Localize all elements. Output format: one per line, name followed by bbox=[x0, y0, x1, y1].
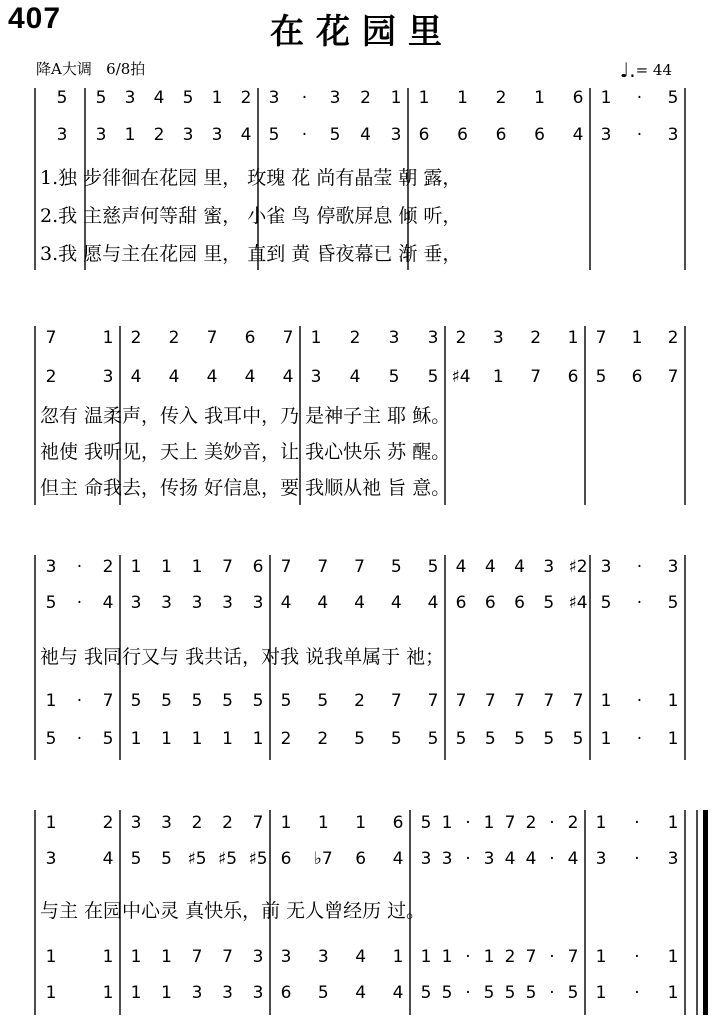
note: 6 bbox=[572, 88, 584, 108]
note: 6 bbox=[355, 849, 367, 869]
note: 5 bbox=[572, 729, 584, 749]
note: 1 bbox=[667, 729, 679, 749]
note: 5 bbox=[484, 729, 496, 749]
note: 1 bbox=[130, 947, 142, 967]
note: 3 bbox=[95, 125, 107, 145]
note: 4 bbox=[484, 557, 496, 577]
note: 4 bbox=[206, 367, 218, 387]
note: 1 bbox=[667, 947, 679, 967]
note: 3 bbox=[600, 125, 612, 145]
note: 5 bbox=[595, 367, 607, 387]
note: 3 bbox=[130, 593, 142, 613]
note: 1 bbox=[595, 813, 607, 833]
note: 1 bbox=[191, 729, 203, 749]
note: 4 bbox=[240, 125, 252, 145]
note: 5 bbox=[427, 557, 439, 577]
final-barline-thick bbox=[703, 810, 708, 1015]
note: 5 bbox=[514, 729, 525, 749]
lyric-line: 3.我 愿与主在花园 里， 直到 黄 昏夜幕已 渐 垂， bbox=[40, 243, 462, 265]
note: · bbox=[636, 729, 643, 749]
note: 3 bbox=[161, 593, 172, 613]
note: 1 bbox=[45, 691, 57, 711]
note: 5 bbox=[567, 983, 579, 1003]
note: 5 bbox=[45, 729, 57, 749]
note: 2 bbox=[349, 328, 361, 348]
note: 7 bbox=[45, 328, 57, 348]
note: 5 bbox=[329, 125, 341, 145]
note: ♯5 bbox=[187, 849, 207, 869]
note: 4 bbox=[572, 125, 584, 145]
note: 5 bbox=[161, 849, 172, 869]
note: 2 bbox=[317, 729, 329, 749]
note: ♯5 bbox=[217, 849, 238, 869]
note: 1 bbox=[595, 983, 607, 1003]
note: 1 bbox=[102, 328, 114, 348]
note: · bbox=[636, 557, 643, 577]
note: 1 bbox=[317, 813, 329, 833]
note: · bbox=[301, 88, 308, 108]
note: 3 bbox=[310, 367, 322, 387]
note: 1 bbox=[595, 947, 607, 967]
tempo-value: = 44 bbox=[635, 61, 672, 79]
note: 3 bbox=[124, 88, 136, 108]
note: 5 bbox=[441, 983, 453, 1003]
note: 6 bbox=[495, 125, 507, 145]
time-signature: 6/8拍 bbox=[106, 60, 146, 78]
note: 5 bbox=[427, 367, 439, 387]
note: 2 bbox=[280, 729, 292, 749]
note: 2 bbox=[354, 691, 365, 711]
note: 1 bbox=[441, 947, 453, 967]
note: 7 bbox=[455, 691, 467, 711]
note: ♯5 bbox=[248, 849, 268, 869]
lyric-line: 1.独 步徘徊在花园 里， 玫瑰 花 尚有晶莹 朝 露， bbox=[40, 167, 462, 189]
note: 1 bbox=[102, 947, 114, 967]
note: · bbox=[636, 691, 643, 711]
note: 1 bbox=[161, 557, 172, 577]
note: 5 bbox=[543, 593, 555, 613]
note: · bbox=[634, 813, 640, 833]
note: 1 bbox=[130, 557, 142, 577]
note: 6 bbox=[534, 125, 545, 145]
note: 1 bbox=[161, 729, 172, 749]
note: 7 bbox=[354, 557, 365, 577]
note: 3 bbox=[280, 947, 292, 967]
note: · bbox=[465, 813, 471, 833]
note: 2 bbox=[102, 557, 114, 577]
note: 7 bbox=[222, 947, 233, 967]
note: 3 bbox=[427, 328, 439, 348]
note: 1 bbox=[441, 813, 453, 833]
note: 7 bbox=[280, 557, 292, 577]
lyric-line: 忽有 温柔声，传入 我耳中，乃 是神子主 耶 稣。 bbox=[40, 405, 451, 427]
note: · bbox=[634, 849, 640, 869]
note: 5 bbox=[354, 729, 365, 749]
note: 1 bbox=[420, 947, 432, 967]
note: 3 bbox=[317, 947, 329, 967]
note: 5 bbox=[427, 729, 439, 749]
note: 6 bbox=[457, 125, 468, 145]
note: 4 bbox=[455, 557, 467, 577]
note: 6 bbox=[252, 557, 264, 577]
lyric-line: 祂使 我听见，天上 美妙音，让 我心快乐 苏 醒。 bbox=[40, 441, 451, 463]
note: 3 bbox=[388, 328, 400, 348]
note: 1 bbox=[130, 983, 142, 1003]
note: 5 bbox=[667, 88, 679, 108]
note: 1 bbox=[567, 328, 579, 348]
note: 4 bbox=[102, 593, 114, 613]
note: 6 bbox=[244, 328, 256, 348]
note: 7 bbox=[525, 947, 537, 967]
note: 3 bbox=[268, 88, 280, 108]
note: 1 bbox=[631, 328, 643, 348]
note: 6 bbox=[280, 849, 292, 869]
note: 5 bbox=[504, 983, 516, 1003]
lyric-line: 祂与 我同行又与 我共话，对我 说我单属于 祂； bbox=[40, 646, 445, 668]
note: 1 bbox=[191, 557, 203, 577]
note: 1 bbox=[667, 983, 679, 1003]
note: 1 bbox=[492, 367, 504, 387]
note: 3 bbox=[667, 557, 679, 577]
note: 7 bbox=[427, 691, 439, 711]
note: 4 bbox=[355, 947, 367, 967]
note: 3 bbox=[543, 557, 555, 577]
note: · bbox=[301, 125, 308, 145]
note: 5 bbox=[420, 983, 432, 1003]
note: 7 bbox=[567, 947, 579, 967]
note: 5 bbox=[102, 729, 114, 749]
note: 1 bbox=[102, 983, 114, 1003]
note: 4 bbox=[354, 593, 365, 613]
note: 7 bbox=[282, 328, 294, 348]
note: 7 bbox=[484, 691, 496, 711]
note: · bbox=[465, 947, 471, 967]
dotted-quarter-note-icon: ♩. bbox=[619, 58, 636, 82]
note: 5 bbox=[667, 593, 679, 613]
note: 2 bbox=[102, 813, 114, 833]
note: 1 bbox=[45, 983, 57, 1003]
note: 1 bbox=[222, 729, 233, 749]
note: 1 bbox=[280, 813, 292, 833]
note: 2 bbox=[45, 367, 57, 387]
note: 2 bbox=[530, 328, 542, 348]
note: 6 bbox=[514, 593, 525, 613]
note: 6 bbox=[484, 593, 496, 613]
note: 2 bbox=[455, 328, 467, 348]
note: 1 bbox=[45, 947, 57, 967]
note: 5 bbox=[525, 983, 537, 1003]
note: 3 bbox=[211, 125, 223, 145]
note: 1 bbox=[124, 125, 136, 145]
note: · bbox=[549, 983, 555, 1003]
note: 6 bbox=[631, 367, 643, 387]
note: 5 bbox=[280, 691, 292, 711]
note: 4 bbox=[355, 983, 367, 1003]
note: 1 bbox=[600, 88, 612, 108]
note: 6 bbox=[567, 367, 579, 387]
note: · bbox=[76, 729, 83, 749]
note: 4 bbox=[168, 367, 180, 387]
note: 1 bbox=[355, 813, 367, 833]
note: 2 bbox=[153, 125, 165, 145]
note: 6 bbox=[455, 593, 467, 613]
note: ♯4 bbox=[451, 367, 471, 387]
note: · bbox=[76, 691, 83, 711]
note: 3 bbox=[161, 813, 172, 833]
note: 5 bbox=[455, 729, 467, 749]
note: 4 bbox=[392, 849, 404, 869]
note: 1 bbox=[130, 729, 142, 749]
note: 5 bbox=[182, 88, 194, 108]
note: 2 bbox=[191, 813, 203, 833]
note: 3 bbox=[667, 849, 679, 869]
note: · bbox=[549, 947, 555, 967]
note: 5 bbox=[268, 125, 280, 145]
note: 3 bbox=[56, 125, 68, 145]
note: 5 bbox=[317, 983, 329, 1003]
note: 2 bbox=[525, 813, 537, 833]
note: 5 bbox=[130, 849, 142, 869]
note: 2 bbox=[130, 328, 142, 348]
note: 5 bbox=[390, 557, 402, 577]
note: 7 bbox=[206, 328, 218, 348]
note: 1 bbox=[667, 813, 679, 833]
hymn-title: 在花园里 bbox=[270, 12, 454, 52]
note: · bbox=[76, 593, 83, 613]
note: 3 bbox=[252, 947, 264, 967]
note: 4 bbox=[427, 593, 439, 613]
note: ♭7 bbox=[313, 849, 333, 869]
note: 3 bbox=[130, 813, 142, 833]
note: · bbox=[549, 813, 555, 833]
note: · bbox=[636, 125, 643, 145]
note: 4 bbox=[153, 88, 165, 108]
note: 1 bbox=[392, 947, 404, 967]
note: 7 bbox=[222, 557, 233, 577]
note: 5 bbox=[390, 729, 402, 749]
note: 1 bbox=[390, 88, 402, 108]
note: 5 bbox=[56, 88, 68, 108]
note: 3 bbox=[102, 367, 114, 387]
note: 7 bbox=[252, 813, 264, 833]
note: 4 bbox=[102, 849, 114, 869]
note: 2 bbox=[360, 88, 371, 108]
note: 3 bbox=[222, 983, 233, 1003]
note: 1 bbox=[211, 88, 223, 108]
note: 4 bbox=[130, 367, 142, 387]
note: ♯4 bbox=[568, 593, 588, 613]
note: 7 bbox=[530, 367, 542, 387]
note: 1 bbox=[483, 947, 495, 967]
note: · bbox=[636, 88, 643, 108]
note: 3 bbox=[182, 125, 194, 145]
note: 3 bbox=[595, 849, 607, 869]
note: 4 bbox=[282, 367, 294, 387]
note: 5 bbox=[420, 813, 432, 833]
note: 4 bbox=[317, 593, 329, 613]
note: 2 bbox=[567, 813, 579, 833]
note: 2 bbox=[240, 88, 252, 108]
note: 7 bbox=[390, 691, 402, 711]
note: 4 bbox=[392, 983, 404, 1003]
note: 3 bbox=[600, 557, 612, 577]
note: 6 bbox=[280, 983, 292, 1003]
note: 7 bbox=[514, 691, 525, 711]
note: 4 bbox=[280, 593, 292, 613]
note: · bbox=[465, 983, 471, 1003]
note: 3 bbox=[222, 593, 233, 613]
note: · bbox=[636, 593, 643, 613]
note: 2 bbox=[495, 88, 507, 108]
note: 1 bbox=[161, 983, 172, 1003]
note: · bbox=[76, 557, 83, 577]
note: 1 bbox=[534, 88, 545, 108]
note: · bbox=[634, 983, 640, 1003]
note: 5 bbox=[600, 593, 612, 613]
note: 3 bbox=[191, 593, 203, 613]
note: · bbox=[549, 849, 555, 869]
note: 1 bbox=[418, 88, 430, 108]
note: 4 bbox=[514, 557, 525, 577]
note: 5 bbox=[191, 691, 203, 711]
note: 5 bbox=[543, 729, 555, 749]
note: 7 bbox=[543, 691, 555, 711]
note: 2 bbox=[667, 328, 679, 348]
note: 7 bbox=[102, 691, 114, 711]
note: 2 bbox=[168, 328, 180, 348]
note: ♯2 bbox=[568, 557, 588, 577]
note: 3 bbox=[329, 88, 341, 108]
note: 2 bbox=[504, 947, 516, 967]
note: 3 bbox=[420, 849, 432, 869]
note: 3 bbox=[252, 593, 264, 613]
note: 5 bbox=[317, 691, 329, 711]
lyric-line: 但主 命我去，传扬 好信息，要 我顺从祂 旨 意。 bbox=[40, 477, 451, 499]
note: 5 bbox=[161, 691, 172, 711]
note: 2 bbox=[222, 813, 233, 833]
note: 1 bbox=[600, 729, 612, 749]
note: 4 bbox=[244, 367, 256, 387]
note: 7 bbox=[572, 691, 584, 711]
note: 1 bbox=[45, 813, 57, 833]
note: 3 bbox=[441, 849, 453, 869]
note: · bbox=[465, 849, 471, 869]
note: 5 bbox=[130, 691, 142, 711]
note: · bbox=[634, 947, 640, 967]
lyric-line: 2.我 主慈声何等甜 蜜， 小雀 鸟 停歌屏息 倾 听， bbox=[40, 205, 462, 227]
note: 1 bbox=[483, 813, 495, 833]
note: 4 bbox=[504, 849, 516, 869]
note: 3 bbox=[252, 983, 264, 1003]
note: 3 bbox=[492, 328, 504, 348]
note: 3 bbox=[45, 849, 57, 869]
note: 3 bbox=[483, 849, 495, 869]
note: 7 bbox=[317, 557, 329, 577]
note: 7 bbox=[667, 367, 679, 387]
hymn-number: 407 bbox=[8, 2, 62, 35]
note: 3 bbox=[667, 125, 679, 145]
note: 5 bbox=[483, 983, 495, 1003]
lyric-line: 与主 在园中心灵 真快乐，前 无人曾经历 过。 bbox=[40, 900, 426, 922]
note: 1 bbox=[457, 88, 468, 108]
note: 1 bbox=[252, 729, 264, 749]
note: 3 bbox=[390, 125, 402, 145]
note: 3 bbox=[191, 983, 203, 1003]
note: 4 bbox=[360, 125, 371, 145]
note: 4 bbox=[390, 593, 402, 613]
note: 1 bbox=[600, 691, 612, 711]
note: 4 bbox=[349, 367, 361, 387]
note: 1 bbox=[310, 328, 322, 348]
note: 1 bbox=[667, 691, 679, 711]
note: 5 bbox=[252, 691, 264, 711]
note: 3 bbox=[45, 557, 57, 577]
note: 5 bbox=[45, 593, 57, 613]
note: 7 bbox=[504, 813, 516, 833]
note: 4 bbox=[525, 849, 537, 869]
note: 7 bbox=[595, 328, 607, 348]
note: 5 bbox=[222, 691, 233, 711]
key-signature: 降A大调 bbox=[36, 60, 92, 78]
note: 6 bbox=[418, 125, 430, 145]
note: 5 bbox=[95, 88, 107, 108]
note: 6 bbox=[392, 813, 404, 833]
note: 5 bbox=[388, 367, 400, 387]
note: 7 bbox=[191, 947, 203, 967]
note: 1 bbox=[161, 947, 172, 967]
note: 4 bbox=[567, 849, 579, 869]
